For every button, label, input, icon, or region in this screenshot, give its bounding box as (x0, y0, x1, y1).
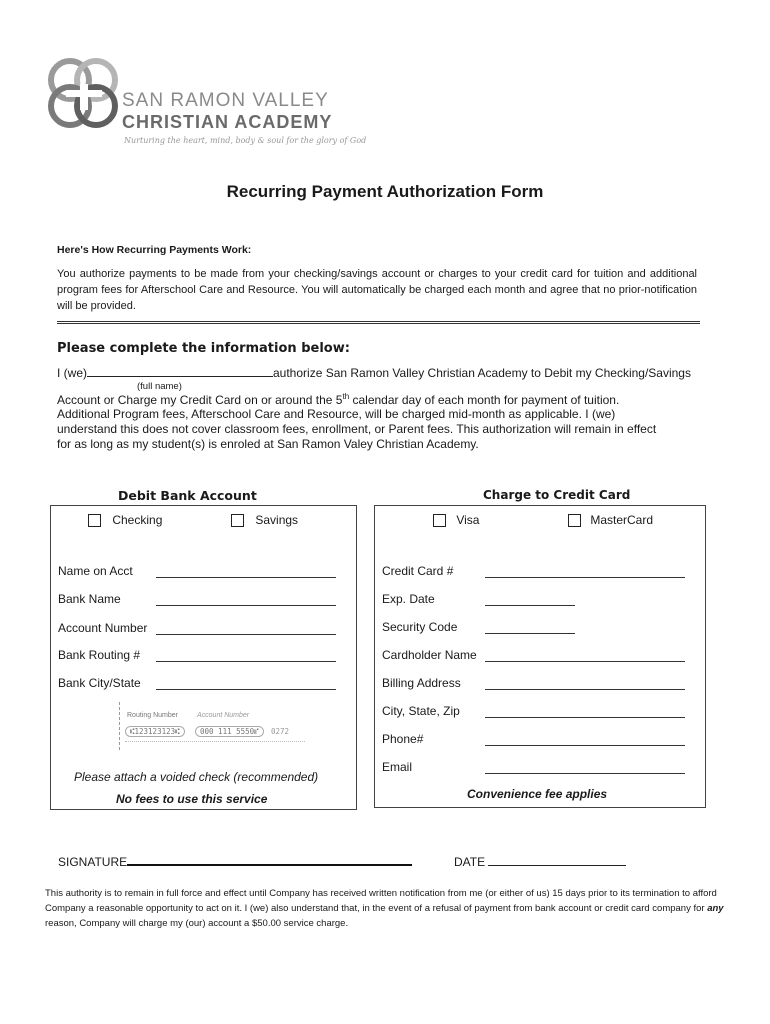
bank-routing-field[interactable] (156, 661, 336, 662)
authorization-line1 (57, 366, 691, 380)
account-number-label: Account Number (58, 621, 148, 635)
account-digits: 000 111 5550⑈ (195, 726, 264, 737)
mastercard-label: MasterCard (590, 513, 654, 527)
credit-card-number-field[interactable] (485, 577, 685, 578)
bank-city-state-field[interactable] (156, 689, 336, 690)
authorization-line2-a: Account or Charge my Credit Card on or around the 5 (57, 393, 343, 407)
account-number-field[interactable] (156, 634, 336, 635)
date-row (454, 855, 626, 869)
exp-date-field[interactable] (485, 605, 575, 606)
footer-terms (45, 886, 735, 931)
checking-label: Checking (112, 513, 163, 527)
visa-label: Visa (456, 513, 480, 527)
email-field[interactable] (485, 773, 685, 774)
debit-panel (50, 505, 357, 810)
i-we-label: I (we) (57, 366, 87, 380)
authorization-line4: understand this does not cover classroom fees, enrollment, or Parent fees. This authorization will remain in effect (57, 422, 657, 436)
tagline: Nurturing the heart, mind, body & soul for the glory of God (124, 136, 367, 145)
footer-text-part2: reason, Company will charge my (our) account a $50.00 service charge. (45, 918, 349, 929)
intro-text: You authorize payments to be made from your checking/savings account or charges to your credit card for tuition and additional program fees for Afterschool Care and Resource. You will automatically be charged each month and agree that no prior-notification will be provided. (57, 268, 697, 312)
savings-checkbox[interactable] (231, 514, 244, 527)
signature-row (58, 855, 412, 869)
credit-card-number-label: Credit Card # (382, 564, 454, 578)
routing-number-caption: Routing Number (127, 712, 178, 719)
ordinal-suffix: th (342, 392, 350, 401)
full-name-field[interactable] (87, 376, 273, 377)
org-name-line1: SAN RAMON VALLEY (122, 90, 329, 111)
checking-option[interactable] (88, 513, 162, 527)
signature-label: SIGNATURE (58, 855, 128, 869)
authorization-line2-b: calendar day of each month for payment of tuition. (349, 393, 620, 407)
bank-routing-label: Bank Routing # (58, 648, 141, 662)
savings-option[interactable] (231, 513, 298, 527)
credit-panel (374, 505, 706, 808)
convenience-fee-note: Convenience fee applies (467, 787, 608, 801)
date-field[interactable] (488, 865, 626, 866)
cardholder-name-field[interactable] (485, 661, 685, 662)
full-name-hint: (full name) (137, 381, 182, 392)
city-state-zip-label: City, State, Zip (382, 704, 460, 718)
authorization-line3: Additional Program fees, Afterschool Care and Resource, will be charged mid-month as applicable. I (we) (57, 407, 616, 421)
name-on-acct-field[interactable] (156, 577, 336, 578)
security-code-label: Security Code (382, 620, 458, 634)
billing-address-field[interactable] (485, 689, 685, 690)
account-number-caption: Account Number (197, 712, 250, 719)
bank-name-label: Bank Name (58, 592, 121, 606)
form-title: Recurring Payment Authorization Form (226, 182, 544, 201)
signature-field[interactable] (127, 864, 412, 866)
footer-text-part1: This authority is to remain in full force and effect until Company has received written notification from me (or either of us) 15 days prior to its termination to afford Company a reasonable opportunity to act on it. I (we) also understand that, in the event of a refusal of payment from bank account or credit card company for (45, 888, 717, 914)
date-label: DATE (454, 855, 486, 869)
please-complete-heading: Please complete the information below: (57, 341, 350, 356)
phone-label: Phone# (382, 732, 424, 746)
authorize-text: authorize San Ramon Valley Christian Academy to Debit my Checking/Savings (273, 366, 691, 380)
academy-logo (46, 54, 124, 136)
exp-date-label: Exp. Date (382, 592, 435, 606)
phone-field[interactable] (485, 745, 685, 746)
check-edge (119, 702, 120, 750)
debit-panel-title: Debit Bank Account (118, 488, 257, 503)
check-bottom-line (125, 741, 305, 742)
security-code-field[interactable] (485, 633, 575, 634)
org-name-line2: CHRISTIAN ACADEMY (122, 112, 333, 132)
footer-emphasis: any (707, 903, 724, 914)
no-fees-note: No fees to use this service (116, 792, 268, 806)
visa-checkbox[interactable] (433, 514, 446, 527)
mastercard-option[interactable] (568, 513, 653, 527)
authorization-line2 (57, 392, 619, 407)
checking-checkbox[interactable] (88, 514, 101, 527)
bank-name-field[interactable] (156, 605, 336, 606)
authorization-line5: for as long as my student(s) is enroled at San Ramon Valey Christian Academy. (57, 437, 479, 451)
billing-address-label: Billing Address (382, 676, 461, 690)
attach-check-note: Please attach a voided check (recommended) (74, 770, 319, 784)
email-label: Email (382, 760, 413, 774)
check-number-digits: 0272 (271, 727, 290, 736)
city-state-zip-field[interactable] (485, 717, 685, 718)
divider (57, 321, 700, 324)
check-illustration (119, 702, 309, 750)
how-it-works-heading: Here's How Recurring Payments Work: (57, 244, 252, 256)
cardholder-name-label: Cardholder Name (382, 648, 477, 662)
savings-label: Savings (255, 513, 299, 527)
bank-city-state-label: Bank City/State (58, 676, 141, 690)
visa-option[interactable] (433, 513, 479, 527)
mastercard-checkbox[interactable] (568, 514, 581, 527)
credit-panel-title: Charge to Credit Card (483, 488, 631, 502)
name-on-acct-label: Name on Acct (58, 564, 133, 578)
routing-digits: ⑆123123123⑆ (125, 726, 185, 737)
